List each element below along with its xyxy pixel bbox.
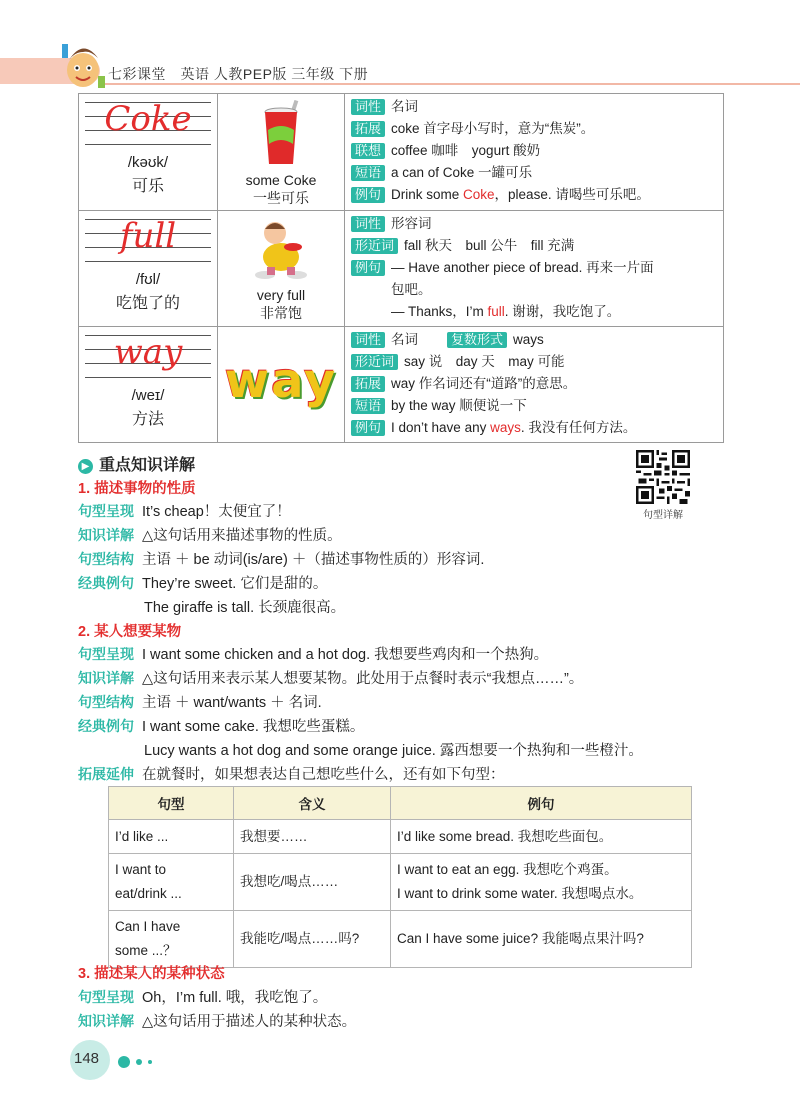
definition-text: 形容词 xyxy=(391,216,432,231)
label-structure: 句型结构 xyxy=(78,551,134,567)
definition-cell xyxy=(345,327,724,443)
section-title-text: 重点知识详解 xyxy=(99,457,196,474)
example-text: ，please. 请喝些可乐吧。 xyxy=(494,187,650,202)
definition-text: coffee 咖啡 yogurt 酸奶 xyxy=(391,143,541,158)
image-cell xyxy=(218,327,345,443)
qr-code-icon[interactable] xyxy=(636,450,690,504)
label-explanation: 知识详解 xyxy=(78,527,134,543)
s1-structure-line xyxy=(78,548,484,569)
definition-text: coke 首字母小写时，意为“焦炭”。 xyxy=(391,121,595,136)
play-icon: ▶ xyxy=(78,459,93,474)
definition-text: 名词 xyxy=(391,332,419,347)
phonetic: /fʊl/ xyxy=(135,271,161,288)
decor-dot xyxy=(118,1056,130,1068)
full-boy-image xyxy=(245,217,317,281)
definition-text: say 说 day 天 may 可能 xyxy=(404,354,565,369)
cell-example xyxy=(391,854,692,911)
table-header-row xyxy=(109,787,692,820)
tag-example: 例句 xyxy=(351,260,385,276)
label-explanation: 知识详解 xyxy=(78,670,134,686)
coke-cup-image xyxy=(251,100,311,166)
s1-example-line-2: The giraffe is tall. 长颈鹿很高。 xyxy=(144,600,346,616)
table-row xyxy=(109,820,692,854)
cell-pattern-line: some ...？ xyxy=(115,943,177,958)
label-extension: 拓展延伸 xyxy=(78,766,134,782)
cell-pattern: I’d like ... xyxy=(109,820,234,854)
image-caption-en: very full xyxy=(256,287,306,303)
decor-dot xyxy=(148,1060,152,1064)
example-text: Drink some xyxy=(391,187,464,202)
example-text: I want some cake. 我想吃些蛋糕。 xyxy=(142,719,365,735)
definition-text: way 作名词还有“道路”的意思。 xyxy=(391,376,577,391)
cell-meaning: 我能吃/喝点……吗? xyxy=(234,911,391,968)
cell-pattern xyxy=(109,911,234,968)
vocab-row-way xyxy=(79,327,724,443)
vocab-word: Coke xyxy=(104,99,192,139)
highlight-word: full xyxy=(487,304,505,319)
vocab-row-full xyxy=(79,211,724,327)
image-caption-zh: 非常饱 xyxy=(260,305,302,321)
definition-text: fall 秋天 bull 公牛 fill 充满 xyxy=(404,238,575,253)
pattern-text: Oh，I’m full. 哦，我吃饱了。 xyxy=(142,990,328,1006)
cell-pattern-line: Can I have xyxy=(115,919,181,934)
header-pattern: 句型 xyxy=(109,787,234,820)
s2-example-line xyxy=(78,715,364,736)
s1-pattern-line xyxy=(78,500,291,521)
tag-part-of-speech: 词性 xyxy=(351,332,385,348)
example-text: I don’t have any xyxy=(391,420,491,435)
example-text: 包吧。 xyxy=(391,282,432,297)
explanation-text: △这句话用来表示某人想要某物。此处用于点餐时表示“我想点……”。 xyxy=(142,671,584,687)
tag-part-of-speech: 词性 xyxy=(351,216,385,232)
definition-cell xyxy=(345,211,724,327)
structure-text: 主语 ＋ want/wants ＋ 名词. xyxy=(142,695,322,711)
image-cell xyxy=(218,94,345,211)
tag-association: 联想 xyxy=(351,143,385,159)
example-text: . 谢谢，我吃饱了。 xyxy=(504,304,621,319)
subsection-1-title: 1. 描述事物的性质 xyxy=(78,481,196,497)
phonetic: /weɪ/ xyxy=(131,387,165,404)
tag-extension: 拓展 xyxy=(351,121,385,137)
example-text: . 我没有任何方法。 xyxy=(520,420,637,435)
vocab-row-coke xyxy=(79,94,724,211)
tag-example: 例句 xyxy=(351,420,385,436)
handwriting-lines xyxy=(85,211,211,269)
handwriting-lines xyxy=(85,94,211,152)
qr-caption: 句型详解 xyxy=(643,510,683,521)
tag-similar-words: 形近词 xyxy=(351,238,398,254)
vocabulary-table xyxy=(78,93,724,443)
label-explanation: 知识详解 xyxy=(78,1013,134,1029)
pattern-text: It’s cheap！太便宜了！ xyxy=(142,504,291,520)
example-text: They’re sweet. 它们是甜的。 xyxy=(142,576,328,592)
word-meaning: 可乐 xyxy=(131,178,164,195)
s1-explanation-line xyxy=(78,524,342,545)
label-example: 经典例句 xyxy=(78,718,134,734)
page-number: 148 xyxy=(74,1050,100,1067)
image-cell xyxy=(218,211,345,327)
cell-example: Can I have some juice? 我能喝点果汁吗? xyxy=(391,911,692,968)
cell-example-line: I want to drink some water. 我想喝点水。 xyxy=(397,886,643,901)
handwriting-lines xyxy=(85,327,211,385)
word-cell xyxy=(79,327,218,443)
decor-dot xyxy=(136,1059,142,1065)
definition-text: 名词 xyxy=(391,99,419,114)
label-pattern: 句型呈现 xyxy=(78,989,134,1005)
word-cell xyxy=(79,211,218,327)
definition-text: by the way 顺便说一下 xyxy=(391,398,527,413)
cell-meaning: 我想要…… xyxy=(234,820,391,854)
example-text: — Thanks，I’m xyxy=(391,304,488,319)
explanation-text: △这句话用来描述事物的性质。 xyxy=(142,528,342,544)
definition-cell xyxy=(345,94,724,211)
label-example: 经典例句 xyxy=(78,575,134,591)
s2-pattern-line xyxy=(78,643,548,664)
highlight-word: Coke xyxy=(463,187,495,202)
s3-pattern-line xyxy=(78,986,327,1007)
table-row xyxy=(109,854,692,911)
way-letters-art: way xyxy=(224,353,338,409)
vocab-word: way xyxy=(113,332,183,372)
pattern-text: I want some chicken and a hot dog. 我想要些鸡肉和一个热狗。 xyxy=(142,647,549,663)
phonetic: /kəʊk/ xyxy=(127,154,169,171)
label-structure: 句型结构 xyxy=(78,694,134,710)
page-header-title: 七彩课堂 英语 人教PEP版 三年级 下册 xyxy=(108,66,369,82)
explanation-text: △这句话用于描述人的某种状态。 xyxy=(142,1014,357,1030)
image-caption-zh: 一些可乐 xyxy=(253,190,309,206)
s2-extension-line xyxy=(78,763,505,784)
example-text: — Have another piece of bread. 再来一片面 xyxy=(391,260,654,275)
s3-explanation-line xyxy=(78,1010,356,1031)
pattern-table xyxy=(108,786,692,968)
word-cell xyxy=(79,94,218,211)
tag-extension: 拓展 xyxy=(351,376,385,392)
s1-example-line xyxy=(78,572,327,593)
cell-meaning: 我想吃/喝点…… xyxy=(234,854,391,911)
vocab-word: full xyxy=(119,216,177,256)
header-meaning: 含义 xyxy=(234,787,391,820)
s2-example-line-2: Lucy wants a hot dog and some orange juice. 露西想要一个热狗和一些橙汁。 xyxy=(144,743,643,759)
label-pattern: 句型呈现 xyxy=(78,646,134,662)
highlight-word: ways xyxy=(490,420,521,435)
tag-phrase: 短语 xyxy=(351,398,385,414)
cell-example: I’d like some bread. 我想吃些面包。 xyxy=(391,820,692,854)
extension-text: 在就餐时，如果想表达自己想吃些什么，还有如下句型： xyxy=(142,767,505,783)
subsection-2-title: 2. 某人想要某物 xyxy=(78,624,182,640)
header-example: 例句 xyxy=(391,787,692,820)
section-title xyxy=(78,452,195,475)
tag-example: 例句 xyxy=(351,187,385,203)
tag-similar-words: 形近词 xyxy=(351,354,398,370)
subsection-3-title: 3. 描述某人的某种状态 xyxy=(78,966,225,982)
table-row xyxy=(109,911,692,968)
image-caption-en: some Coke xyxy=(245,172,317,188)
tag-part-of-speech: 词性 xyxy=(351,99,385,115)
word-meaning: 吃饱了的 xyxy=(115,295,180,312)
cell-pattern xyxy=(109,854,234,911)
tag-phrase: 短语 xyxy=(351,165,385,181)
label-pattern: 句型呈现 xyxy=(78,503,134,519)
definition-text: ways xyxy=(513,332,544,347)
cell-pattern-line: I want to xyxy=(115,862,167,877)
structure-text: 主语 ＋ be 动词(is/are) ＋（描述事物性质的）形容词. xyxy=(142,552,485,568)
definition-text: a can of Coke 一罐可乐 xyxy=(391,165,533,180)
page-number-badge xyxy=(70,1040,122,1080)
cell-pattern-line: eat/drink ... xyxy=(115,886,182,901)
s2-explanation-line xyxy=(78,667,583,688)
mascot-illustration xyxy=(60,40,106,92)
word-meaning: 方法 xyxy=(131,411,164,428)
s2-structure-line xyxy=(78,691,322,712)
cell-example-line: I want to eat an egg. 我想吃个鸡蛋。 xyxy=(397,862,618,877)
tag-plural-form: 复数形式 xyxy=(447,332,507,348)
